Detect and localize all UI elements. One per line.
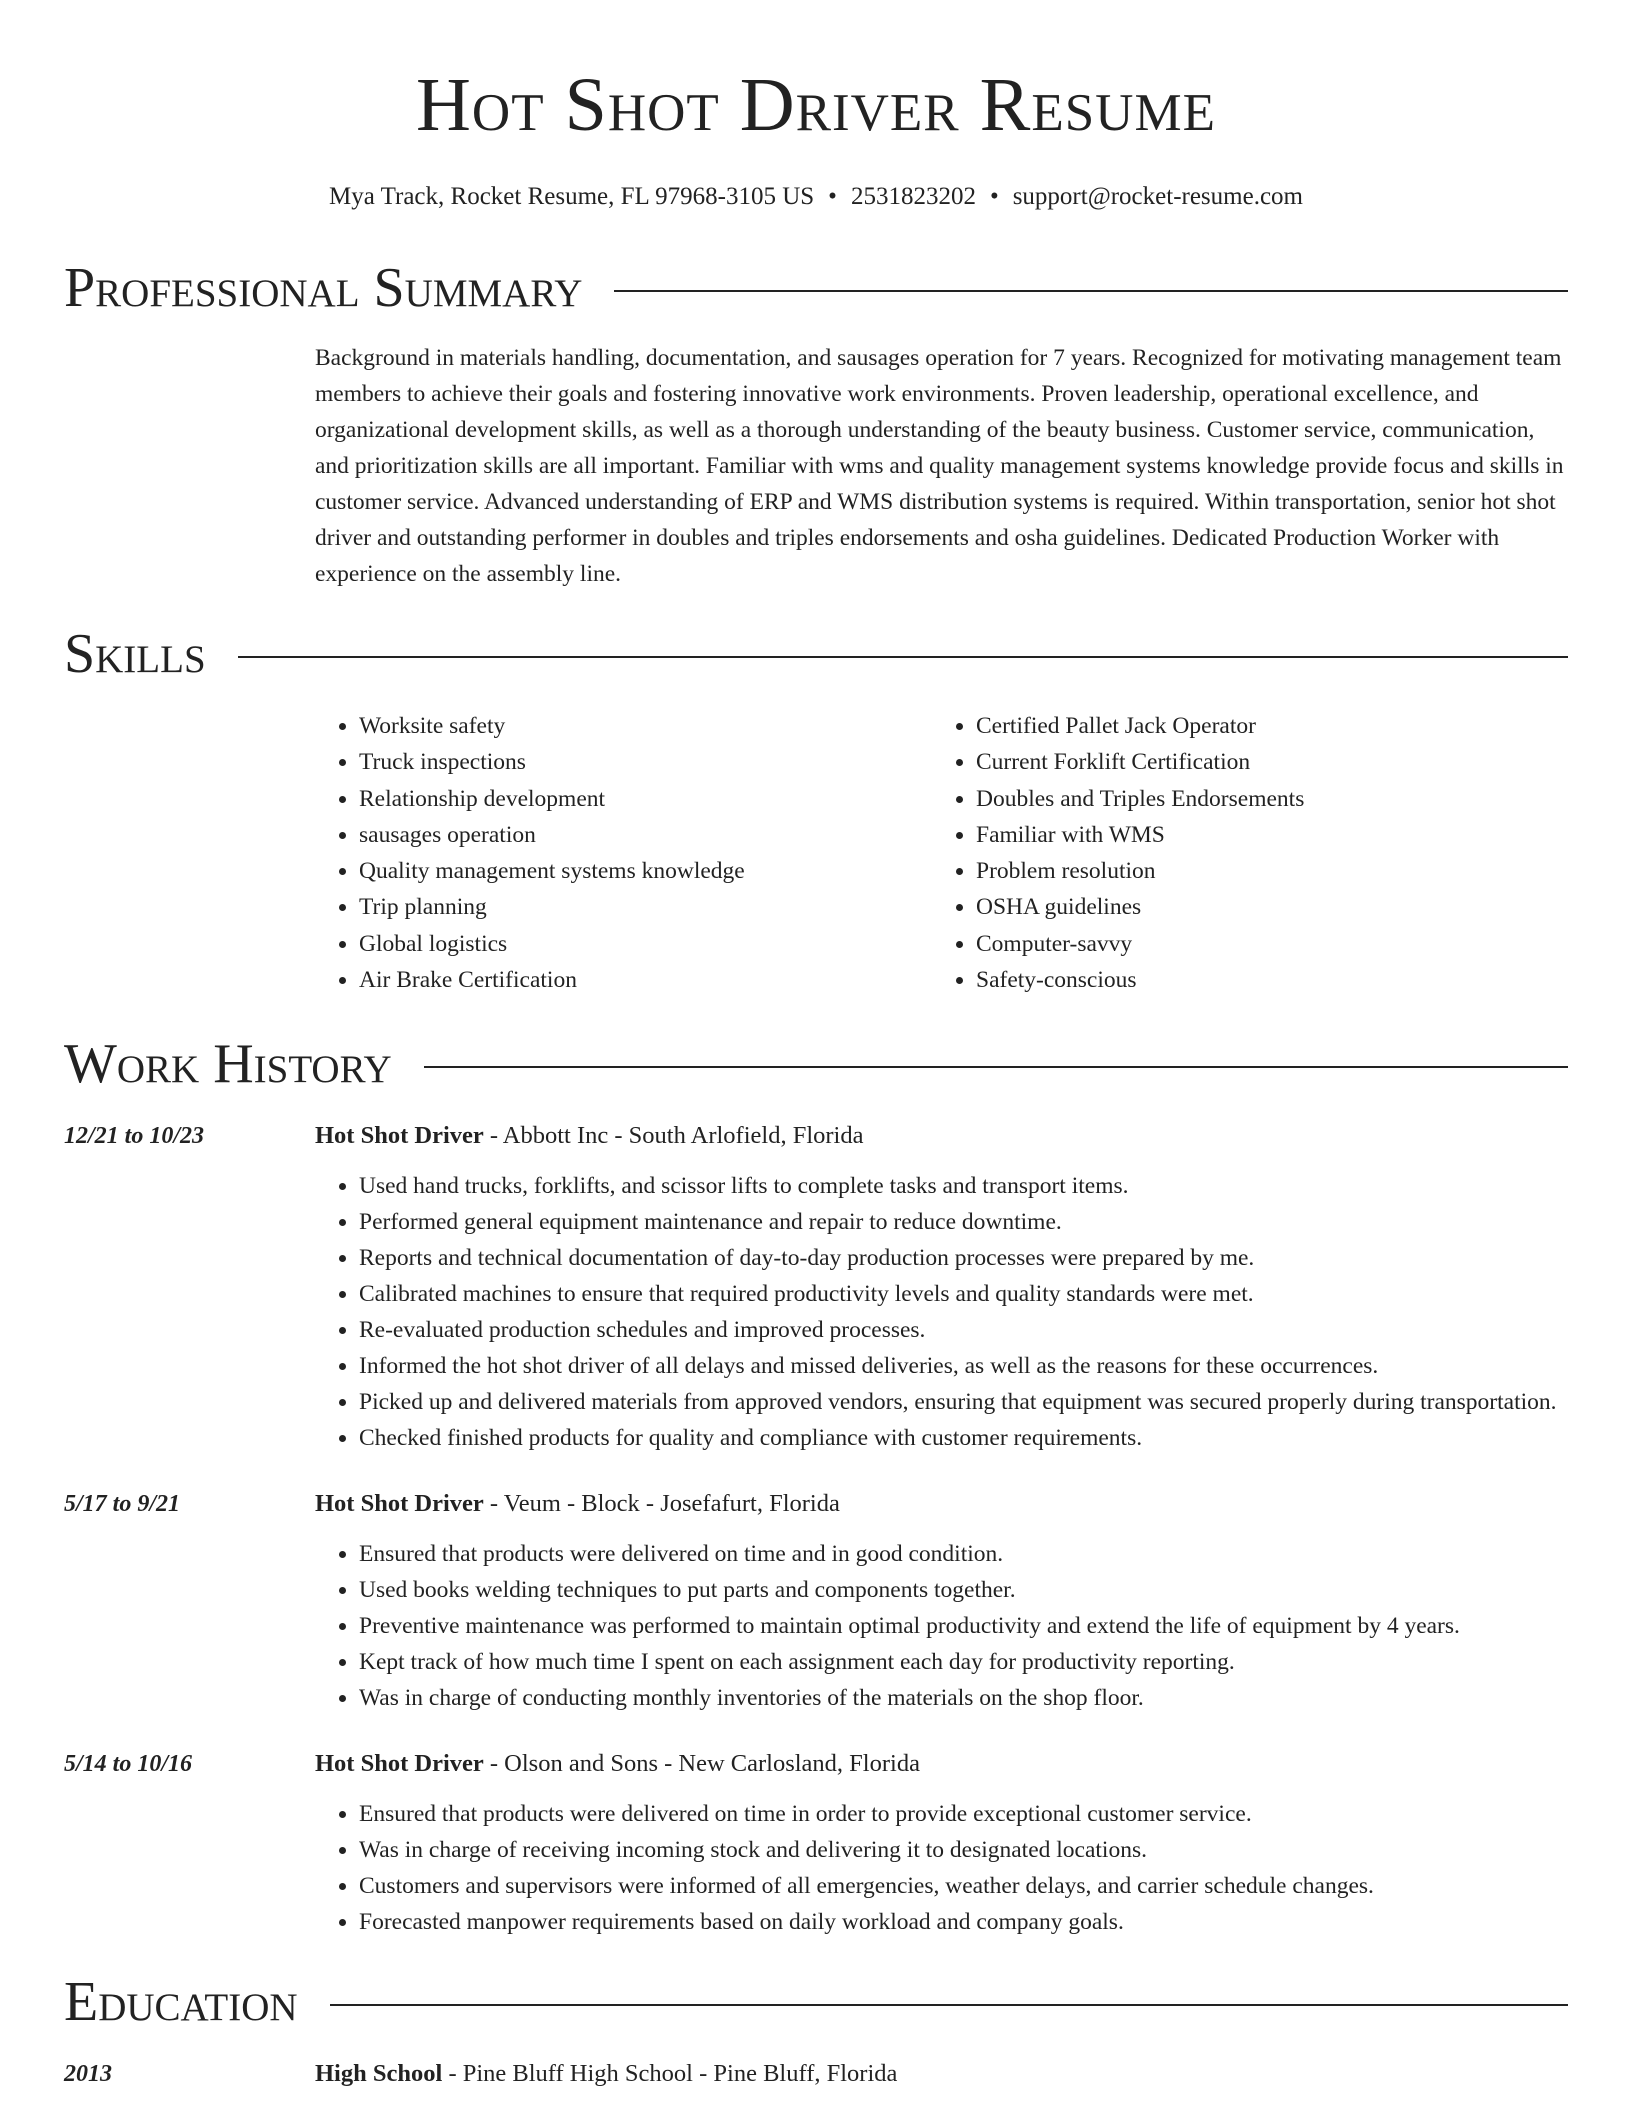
skills-column-left — [315, 708, 932, 998]
job-title: Hot Shot Driver — [315, 1490, 484, 1518]
summary-section-header — [64, 256, 1568, 320]
job-title: Hot Shot Driver — [315, 1122, 484, 1150]
job-bullet: • Used hand trucks, forklifts, and scissor lifts to complete tasks and transport items. — [359, 1168, 1568, 1204]
job-bullet: • Checked finished products for quality and compliance with customer requirements. — [359, 1420, 1568, 1456]
job-dates: 5/17 to 9/21 — [64, 1491, 181, 1518]
contact-address: Mya Track, Rocket Resume, FL 97968-3105 US — [329, 183, 815, 210]
job-bullets — [315, 1168, 1568, 1456]
skill-item: • Doubles and Triples Endorsements — [976, 781, 1549, 817]
skills-heading: Skills — [64, 623, 206, 685]
section-divider — [238, 656, 1568, 658]
education-heading-line — [315, 2056, 1568, 2092]
resume-page — [64, 0, 1568, 2092]
job-employer: - Olson and Sons - New Carlosland, Florida — [483, 1750, 920, 1778]
job-bullets — [315, 1796, 1568, 1940]
job-heading — [315, 1746, 1568, 1782]
resume-title: Hot Shot Driver Resume — [416, 63, 1216, 147]
job-bullet: • Reports and technical documentation of day-to-day production processes were prepared by me. — [359, 1240, 1568, 1276]
contact-phone: 2531823202 — [850, 183, 976, 210]
work-section-header — [64, 1032, 1568, 1096]
skill-item: • Relationship development — [359, 781, 932, 817]
job-bullet: • Preventive maintenance was performed to maintain optimal productivity and extend the life of equipment by 4 years. — [359, 1608, 1568, 1644]
education-degree: High School — [315, 2060, 443, 2088]
contact-separator: • — [828, 183, 837, 210]
job-entry — [64, 1118, 1568, 1456]
skill-item: • Certified Pallet Jack Operator — [976, 708, 1549, 744]
section-divider — [614, 290, 1568, 292]
skill-item: • Global logistics — [359, 926, 932, 962]
education-date: 2013 — [64, 2061, 112, 2088]
skill-item: • Quality management systems knowledge — [359, 853, 932, 889]
job-bullet: • Was in charge of receiving incoming stock and delivering it to designated locations. — [359, 1832, 1568, 1868]
summary-heading: Professional Summary — [64, 257, 583, 319]
job-bullet: • Informed the hot shot driver of all delays and missed deliveries, as well as the reasons for these occurrences. — [359, 1348, 1568, 1384]
work-heading: Work History — [64, 1033, 392, 1096]
skill-item: • Computer-savvy — [976, 926, 1549, 962]
education-heading: Education — [64, 1971, 298, 2034]
skill-item: • Safety-conscious — [976, 962, 1549, 998]
job-bullet: • Calibrated machines to ensure that required productivity levels and quality standards were met. — [359, 1276, 1568, 1312]
job-title: Hot Shot Driver — [315, 1750, 484, 1778]
job-entry — [64, 1486, 1568, 1716]
job-heading — [315, 1118, 1568, 1154]
job-employer: - Abbott Inc - South Arlofield, Florida — [483, 1122, 864, 1150]
job-entry — [64, 1746, 1568, 1940]
skill-item: • Trip planning — [359, 889, 932, 925]
education-section-header — [64, 1970, 1568, 2034]
skill-item: • Familiar with WMS — [976, 817, 1549, 853]
skills-list — [315, 708, 1568, 998]
job-employer: - Veum - Block - Josefafurt, Florida — [483, 1490, 840, 1518]
job-bullet: • Customers and supervisors were informed of all emergencies, weather delays, and carrier schedule changes. — [359, 1868, 1568, 1904]
contact-separator: • — [989, 183, 999, 210]
education-school: - Pine Bluff High School - Pine Bluff, Florida — [442, 2060, 898, 2088]
skill-item: • OSHA guidelines — [976, 889, 1549, 925]
skill-item: • Truck inspections — [359, 744, 932, 780]
skill-item: • sausages operation — [359, 817, 932, 853]
job-bullet: • Forecasted manpower requirements based on daily workload and company goals. — [359, 1904, 1568, 1940]
skill-item: • Worksite safety — [359, 708, 932, 744]
job-heading — [315, 1486, 1568, 1522]
job-bullet: • Ensured that products were delivered on time in order to provide exceptional customer service. — [359, 1796, 1568, 1832]
job-bullet: • Kept track of how much time I spent on each assignment each day for productivity reporting. — [359, 1644, 1568, 1680]
section-divider — [424, 1066, 1568, 1068]
job-dates: 5/14 to 10/16 — [64, 1751, 193, 1778]
job-bullets — [315, 1536, 1568, 1716]
job-dates: 12/21 to 10/23 — [64, 1123, 205, 1150]
skills-section-header — [64, 622, 1568, 686]
job-bullet: • Ensured that products were delivered on time and in good condition. — [359, 1536, 1568, 1572]
skill-item: • Current Forklift Certification — [976, 744, 1549, 780]
job-bullet: • Was in charge of conducting monthly inventories of the materials on the shop floor. — [359, 1680, 1568, 1716]
section-divider — [330, 2004, 1568, 2006]
job-bullet: • Used books welding techniques to put parts and components together. — [359, 1572, 1568, 1608]
job-bullet: • Performed general equipment maintenance and repair to reduce downtime. — [359, 1204, 1568, 1240]
education-entry — [64, 2056, 1568, 2092]
job-bullet: • Re-evaluated production schedules and improved processes. — [359, 1312, 1568, 1348]
summary-text: Background in materials handling, documentation, and sausages operation for 7 years. Recognized for motivating management team members to achieve their goals and fostering innovative work environments. Proven leadership, operational excellence, and organizational development skills, as well as a thorough understanding of the beauty business. Customer service, communication, and prioritization skills are all important. Familiar with wms and quality management systems knowledge provide focus and skills in customer service. Advanced understanding of ERP and WMS distribution systems is required. Within transportation, senior hot shot driver and outstanding performer in doubles and triples endorsements and osha guidelines. Dedicated Production Worker with experience on the assembly line. — [315, 345, 1564, 587]
job-bullet: • Picked up and delivered materials from approved vendors, ensuring that equipment was secured properly during transportation. — [359, 1384, 1568, 1420]
skills-column-right — [932, 708, 1549, 998]
skill-item: • Air Brake Certification — [359, 962, 932, 998]
contact-line — [64, 182, 1568, 212]
contact-email: support@rocket-resume.com — [1012, 183, 1303, 210]
skill-item: • Problem resolution — [976, 853, 1549, 889]
